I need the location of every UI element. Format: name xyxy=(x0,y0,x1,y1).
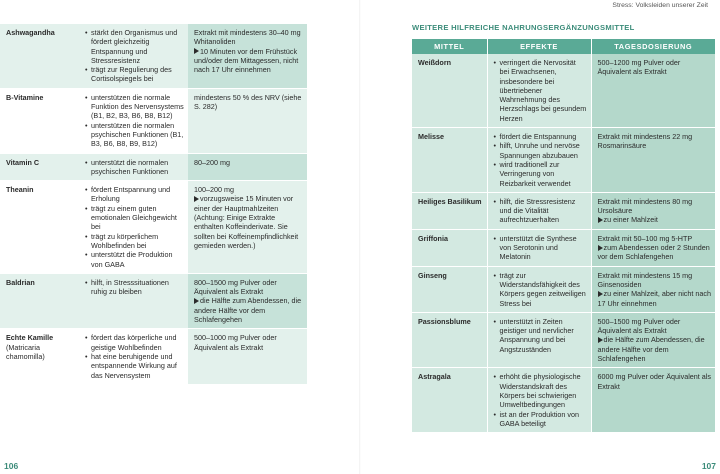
effects-list xyxy=(494,58,587,123)
effects-cell xyxy=(487,229,591,266)
page-number-left: 106 xyxy=(4,461,19,471)
dosage-cell xyxy=(591,229,715,266)
right-supplement-table xyxy=(412,39,715,433)
arrow-right-icon xyxy=(598,245,603,251)
running-head: Stress: Volksleiden unserer Zeit xyxy=(612,2,708,9)
effects-list xyxy=(85,333,184,379)
dosage-cell xyxy=(188,24,307,88)
effect-item: • unterstützt die normalen psychischen Funktionen xyxy=(85,158,184,177)
dosage-cell xyxy=(591,192,715,229)
effects-cell xyxy=(487,54,591,128)
supplement-name: Heiliges Basilikum xyxy=(418,196,482,206)
dosage-line xyxy=(598,58,712,77)
dosage-cell xyxy=(188,88,307,153)
left-supplement-table xyxy=(0,24,307,385)
arrow-right-icon xyxy=(194,196,199,202)
effects-cell xyxy=(487,312,591,367)
effects-cell xyxy=(487,266,591,312)
effect-item: • erhöht die physiologische Widerstandskraft des Körpers bei schwierigen Umweltbedingungen xyxy=(494,372,587,409)
supplement-name: Echte Kamille xyxy=(6,333,54,343)
effect-item: • trägt zu einem guten emotionalen Gleichgewicht bei xyxy=(85,204,184,232)
table-row xyxy=(412,266,715,312)
dosage-line xyxy=(194,47,303,75)
dosage-text: 80–200 mg xyxy=(194,157,230,167)
dosage-line xyxy=(194,158,303,167)
dosage-line xyxy=(194,93,303,112)
arrow-right-icon xyxy=(194,298,199,304)
supplement-name-cell xyxy=(412,229,487,266)
effects-list xyxy=(494,317,587,354)
supplement-name-cell xyxy=(412,368,487,433)
effect-item: • fördert die Entspannung xyxy=(494,132,587,141)
effects-list xyxy=(85,93,184,149)
effects-list xyxy=(494,132,587,188)
table-row xyxy=(0,88,307,153)
dosage-line xyxy=(598,215,712,224)
dosage-line xyxy=(598,372,712,391)
effect-item: • trägt zur Widerstandsfähigkeit des Körpers gegen zeitweiligen Stress bei xyxy=(494,271,587,308)
supplement-name-cell xyxy=(0,153,79,181)
dosage-text: Extrakt mit mindestens 15 mg Ginsenosiden xyxy=(597,270,693,289)
dosage-text: mindestens 50 % des NRV (siehe S. 282) xyxy=(194,92,302,112)
dosage-line xyxy=(598,289,712,308)
supplement-name: Baldrian xyxy=(6,277,35,287)
effects-list xyxy=(494,372,587,428)
effect-item: • unterstützt die Produktion von GABA xyxy=(85,250,184,269)
effects-cell xyxy=(79,153,188,181)
effect-item: • hat eine beruhigende und entspannende Wirkung auf das Nervensystem xyxy=(85,352,184,380)
supplement-name-cell xyxy=(0,24,79,88)
effects-cell xyxy=(487,192,591,229)
effect-item: • hilft, in Stresssituationen ruhig zu bleiben xyxy=(85,278,184,297)
dosage-text: vorzugsweise 15 Minuten vor einer der Hauptmahlzeiten (Achtung: Einige Extrakte enthalten Koffeinderivate. Sie sollten bei Koffeinempfindlichkeit gemieden werden.) xyxy=(194,194,299,250)
dosage-cell xyxy=(188,153,307,181)
effect-item: • wird traditionell zur Verringerung von Reizbarkeit verwendet xyxy=(494,160,587,188)
table-row xyxy=(0,181,307,274)
dosage-cell xyxy=(591,128,715,193)
dosage-cell xyxy=(591,312,715,367)
arrow-right-icon xyxy=(194,48,199,54)
dosage-line xyxy=(598,271,712,290)
supplement-name: Griffonia xyxy=(418,233,448,243)
effect-item: • stärkt den Organismus und fördert gleichzeitig Entspannung und Stressresistenz xyxy=(85,28,184,65)
effects-list xyxy=(494,197,587,225)
supplement-name-cell xyxy=(0,88,79,153)
column-header-tagesdosierung: TAGESDOSIERUNG xyxy=(591,39,715,54)
supplement-name: B-Vitamine xyxy=(6,92,44,102)
effect-item: • verringert die Nervosität bei Erwachsenen, insbesondere bei übertriebener Wahrnehmung des Herzschlags bei gesundem Herzen xyxy=(494,58,587,123)
dosage-text: Extrakt mit mindestens 30–40 mg Whitanoliden xyxy=(194,28,301,47)
effects-list xyxy=(85,28,184,84)
dosage-cell xyxy=(591,368,715,433)
effect-item: • trägt zur Regulierung des Cortisolspiegels bei xyxy=(85,65,184,84)
supplement-name: Melisse xyxy=(418,132,444,142)
dosage-line xyxy=(598,132,712,151)
effect-item: • fördert das körperliche und geistige Wohlbefinden xyxy=(85,333,184,352)
supplement-name-cell xyxy=(412,128,487,193)
effects-cell xyxy=(487,128,591,193)
supplement-name: Ashwagandha xyxy=(6,28,55,37)
supplement-name-cell xyxy=(0,181,79,274)
effects-list xyxy=(494,234,587,262)
left-table-body xyxy=(0,24,307,384)
effects-cell xyxy=(79,88,188,153)
supplement-latin-name: (Matricaria chamomilla) xyxy=(6,342,45,361)
right-table-body xyxy=(412,54,715,433)
table-row xyxy=(0,273,307,328)
right-table-header-row xyxy=(412,39,715,54)
supplement-name-cell xyxy=(412,54,487,128)
dosage-cell xyxy=(591,54,715,128)
dosage-line xyxy=(598,335,712,363)
dosage-text: 800–1500 mg Pulver oder Äquivalent als Extrakt xyxy=(194,277,277,297)
effect-item: • unterstützen die normalen psychischen Funktionen (B1, B3, B6, B8, B9, B12) xyxy=(85,121,184,149)
dosage-line xyxy=(598,243,712,262)
effects-list xyxy=(85,158,184,177)
table-row xyxy=(0,329,307,384)
table-row xyxy=(0,24,307,88)
effect-item: • fördert Entspannung und Erholung xyxy=(85,185,184,204)
effect-item: • unterstützt in Zeiten geistiger und nervlicher Anspannung und bei Angstzuständen xyxy=(494,317,587,354)
effects-list xyxy=(494,271,587,308)
effect-item: • unterstützen die normale Funktion des Nervensystems (B1, B2, B3, B6, B8, B12) xyxy=(85,93,184,121)
dosage-line xyxy=(194,296,303,324)
effect-item: • hilft, Unruhe und nervöse Spannungen abzubauen xyxy=(494,141,587,160)
dosage-text: Extrakt mit mindestens 80 mg Ursolsäure xyxy=(597,196,693,216)
dosage-text: 500–1000 mg Pulver oder Äquivalent als Extrakt xyxy=(194,333,277,352)
table-row xyxy=(0,153,307,181)
table-row xyxy=(412,192,715,229)
supplement-name: Passionsblume xyxy=(418,316,471,326)
dosage-cell xyxy=(188,273,307,328)
dosage-text: zu einer Mahlzeit xyxy=(603,215,658,225)
arrow-right-icon xyxy=(598,337,603,343)
effect-item: • hilft, die Stressresistenz und die Vitalität aufrechtzuerhalten xyxy=(494,197,587,225)
effect-item: • ist an der Produktion von GABA beteiligt xyxy=(494,410,587,429)
dosage-cell xyxy=(188,181,307,274)
effects-list xyxy=(85,278,184,297)
dosage-text: die Hälfte zum Abendessen, die andere Hälfte vor dem Schlafengehen xyxy=(597,335,705,364)
dosage-line xyxy=(194,333,303,352)
supplement-name: Vitamin C xyxy=(6,157,40,167)
dosage-text: Extrakt mit 50–100 mg 5-HTP xyxy=(597,233,693,243)
effect-item: • trägt zu körperlichem Wohlbefinden bei xyxy=(85,232,184,251)
column-header-mittel: MITTEL xyxy=(412,39,487,54)
supplement-name-cell xyxy=(412,192,487,229)
page-number-right: 107 xyxy=(701,461,716,471)
dosage-text: 6000 mg Pulver oder Äquivalent als Extrakt xyxy=(597,372,711,391)
table-row xyxy=(412,128,715,193)
dosage-text: zum Abendessen oder 2 Stunden vor dem Schlafengehen xyxy=(597,243,710,262)
effects-cell xyxy=(79,181,188,274)
supplement-name: Weißdorn xyxy=(418,58,452,67)
dosage-line xyxy=(194,185,303,194)
dosage-line xyxy=(194,194,303,250)
supplement-name: Ginseng xyxy=(418,270,447,280)
effects-cell xyxy=(79,329,188,384)
dosage-line xyxy=(598,234,712,243)
supplement-name: Astragala xyxy=(418,372,451,382)
supplement-name: Theanin xyxy=(6,185,34,195)
arrow-right-icon xyxy=(598,217,603,223)
effects-cell xyxy=(487,368,591,433)
supplement-name-cell xyxy=(412,312,487,367)
dosage-text: zu einer Mahlzeit, aber nicht nach 17 Uhr einnehmen xyxy=(597,289,711,308)
arrow-right-icon xyxy=(598,291,603,297)
book-spine xyxy=(359,0,361,474)
effects-list xyxy=(85,185,184,269)
dosage-line xyxy=(194,28,303,47)
dosage-line xyxy=(598,317,712,336)
right-section-heading: WEITERE HILFREICHE NAHRUNGSERGÄNZUNGSMITTEL xyxy=(412,23,635,32)
column-header-effekte: EFFEKTE xyxy=(487,39,591,54)
dosage-text: 100–200 mg xyxy=(194,185,234,195)
dosage-line xyxy=(598,197,712,216)
dosage-cell xyxy=(591,266,715,312)
dosage-line xyxy=(194,278,303,297)
dosage-cell xyxy=(188,329,307,384)
dosage-text: 500–1200 mg Pulver oder Äquivalent als Extrakt xyxy=(597,58,681,77)
table-row xyxy=(412,312,715,367)
dosage-text: 500–1500 mg Pulver oder Äquivalent als Extrakt xyxy=(597,316,681,336)
supplement-name-cell xyxy=(0,329,79,384)
table-row xyxy=(412,229,715,266)
table-row xyxy=(412,54,715,128)
dosage-text: 10 Minuten vor dem Frühstück und/oder dem Mittagessen, nicht nach 17 Uhr einnehmen xyxy=(194,46,299,75)
dosage-text: die Hälfte zum Abendessen, die andere Hälfte vor dem Schlafengehen xyxy=(194,296,302,325)
effects-cell xyxy=(79,24,188,88)
table-row xyxy=(412,368,715,433)
supplement-name-cell xyxy=(412,266,487,312)
dosage-text: Extrakt mit mindestens 22 mg Rosmarinsäure xyxy=(597,132,693,151)
effects-cell xyxy=(79,273,188,328)
supplement-name-cell xyxy=(0,273,79,328)
effect-item: • unterstützt die Synthese von Serotonin und Melatonin xyxy=(494,234,587,262)
